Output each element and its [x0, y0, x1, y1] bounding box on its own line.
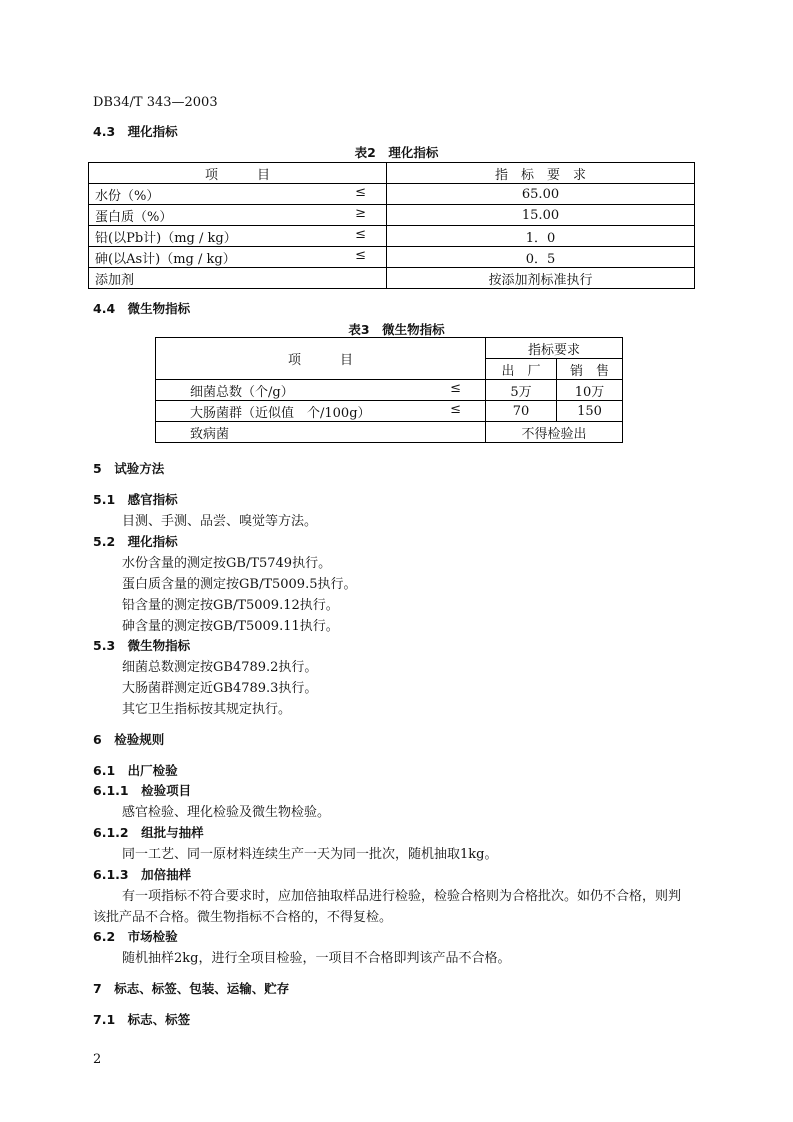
- paragraph-line: 同一工艺、同一原材料连续生产一天为同一批次，随机抽取1kg。: [122, 847, 498, 862]
- paragraph-line: 有一项指标不符合要求时，应加倍抽取样品进行检验，检验合格则为合格批次。如仍不合格，则判: [122, 889, 682, 904]
- table3-factory-value: 70: [486, 401, 557, 422]
- section-heading-6-2: 6.2 市场检验: [93, 929, 178, 944]
- table2-caption: 表2 理化指标: [354, 145, 439, 160]
- section-heading-7: 7 标志、标签、包装、运输、贮存: [93, 981, 290, 996]
- paragraph-line: 大肠菌群测定近GB4789.3执行。: [122, 681, 318, 696]
- table-row: [156, 401, 623, 422]
- table-row: [89, 184, 695, 205]
- section-heading-5-3: 5.3 微生物指标: [93, 638, 191, 653]
- table2-value: 0．5: [387, 247, 695, 268]
- section-heading-6-1-2: 6.1.2 组批与抽样: [93, 825, 204, 840]
- section-heading-4-3: 4.3 理化指标: [93, 124, 178, 139]
- section-heading-7-1: 7.1 标志、标签: [93, 1012, 191, 1027]
- table3-header-factory: 出 厂: [486, 359, 557, 380]
- paragraph-line: 蛋白质含量的测定按GB/T5009.5执行。: [122, 577, 357, 592]
- table3-header-sale: 销 售: [557, 359, 623, 380]
- table2-operator: ≥: [355, 205, 366, 221]
- table2-value: 1．0: [387, 226, 695, 247]
- document-id: DB34/T 343—2003: [93, 95, 218, 110]
- paragraph-line: 随机抽样2kg，进行全项目检验，一项目不合格即判该产品不合格。: [122, 951, 511, 966]
- section-heading-6-1: 6.1 出厂检验: [93, 763, 178, 778]
- table2-header-requirement: 指 标 要 求: [387, 163, 695, 184]
- table3-item: 细菌总数（个/g）: [190, 384, 294, 400]
- paragraph-line: 目测、手测、品尝、嗅觉等方法。: [122, 514, 318, 529]
- table-row: [89, 226, 695, 247]
- table2-item: 蛋白质（%）: [95, 209, 173, 225]
- table-row: [89, 247, 695, 268]
- table2-operator: ≤: [355, 184, 366, 200]
- table3-item: 大肠菌群（近似值 个/100g）: [190, 405, 371, 421]
- paragraph-line: 砷含量的测定按GB/T5009.11执行。: [122, 619, 339, 634]
- table3-pathogen-value: 不得检验出: [486, 422, 623, 443]
- table3-header-requirement: 指标要求: [486, 338, 623, 359]
- table2-item: 砷(以As计)（mg / kg）: [95, 251, 236, 267]
- paragraph-line: 细菌总数测定按GB4789.2执行。: [122, 660, 318, 675]
- paragraph-line: 其它卫生指标按其规定执行。: [122, 702, 292, 717]
- table-row: [89, 205, 695, 226]
- table2-operator: ≤: [355, 247, 366, 263]
- table2-item: 添加剂: [95, 272, 135, 288]
- section-heading-4-4: 4.4 微生物指标: [93, 301, 191, 316]
- table3-sale-value: 150: [557, 401, 623, 422]
- table-row: [156, 380, 623, 401]
- table2-item: 水份（%）: [95, 188, 160, 204]
- table2-header-item: 项 目: [89, 163, 387, 184]
- paragraph-line: 感官检验、理化检验及微生物检验。: [122, 805, 331, 820]
- table3-item: 致病菌: [190, 426, 230, 442]
- table3-header-item: 项 目: [156, 338, 486, 380]
- table2-value: 65.00: [387, 184, 695, 205]
- table2-value: 按添加剂标准执行: [387, 268, 695, 289]
- table3-operator: ≤: [450, 380, 461, 396]
- table3: [155, 337, 623, 443]
- section-heading-6-1-1: 6.1.1 检验项目: [93, 783, 192, 798]
- paragraph-line: 水份含量的测定按GB/T5749执行。: [122, 556, 332, 571]
- paragraph-line: 该批产品不合格。微生物指标不合格的，不得复检。: [93, 910, 393, 925]
- table-row: [89, 268, 695, 289]
- table2-item: 铅(以Pb计)（mg / kg）: [95, 230, 237, 246]
- section-heading-6: 6 检验规则: [93, 732, 165, 747]
- paragraph-line: 铅含量的测定按GB/T5009.12执行。: [122, 598, 339, 613]
- table-row: [156, 422, 623, 443]
- page-number: 2: [93, 1052, 102, 1067]
- section-heading-6-1-3: 6.1.3 加倍抽样: [93, 867, 192, 882]
- table3-operator: ≤: [450, 401, 461, 417]
- table2-value: 15.00: [387, 205, 695, 226]
- table3-factory-value: 5万: [486, 380, 557, 401]
- table3-sale-value: 10万: [557, 380, 623, 401]
- section-heading-5: 5 试验方法: [93, 461, 165, 476]
- section-heading-5-2: 5.2 理化指标: [93, 534, 178, 549]
- section-heading-5-1: 5.1 感官指标: [93, 492, 178, 507]
- table2: [88, 162, 695, 289]
- table2-operator: ≤: [355, 226, 366, 242]
- table3-caption: 表3 微生物指标: [348, 322, 445, 337]
